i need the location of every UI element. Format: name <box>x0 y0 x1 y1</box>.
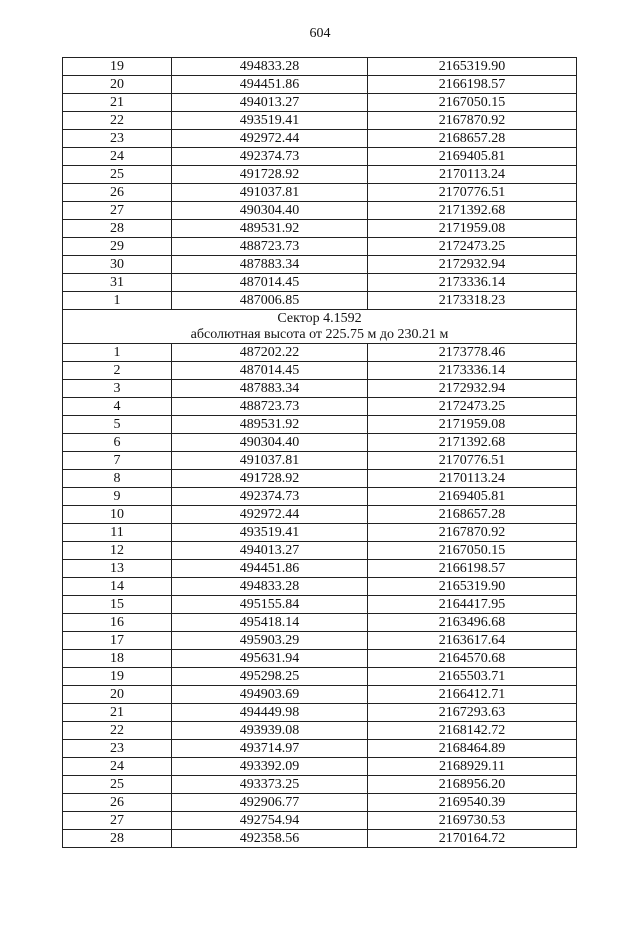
y-coordinate-cell: 2171392.68 <box>368 434 577 452</box>
point-number-cell: 7 <box>63 452 172 470</box>
point-number-cell: 3 <box>63 380 172 398</box>
table-row <box>63 704 577 722</box>
x-coordinate-cell: 493373.25 <box>172 776 368 794</box>
table-row <box>63 292 577 310</box>
table-row <box>63 398 577 416</box>
y-coordinate-cell: 2170113.24 <box>368 470 577 488</box>
point-number-cell: 22 <box>63 112 172 130</box>
point-number-cell: 20 <box>63 686 172 704</box>
x-coordinate-cell: 494013.27 <box>172 94 368 112</box>
table-row <box>63 76 577 94</box>
y-coordinate-cell: 2165319.90 <box>368 578 577 596</box>
coordinates-table <box>62 57 577 848</box>
y-coordinate-cell: 2163617.64 <box>368 632 577 650</box>
y-coordinate-cell: 2170164.72 <box>368 830 577 848</box>
point-number-cell: 11 <box>63 524 172 542</box>
table-row <box>63 380 577 398</box>
table-row <box>63 794 577 812</box>
point-number-cell: 20 <box>63 76 172 94</box>
y-coordinate-cell: 2166412.71 <box>368 686 577 704</box>
table-row <box>63 112 577 130</box>
y-coordinate-cell: 2168142.72 <box>368 722 577 740</box>
point-number-cell: 21 <box>63 704 172 722</box>
x-coordinate-cell: 493392.09 <box>172 758 368 776</box>
sector-header-cell <box>63 310 577 344</box>
point-number-cell: 14 <box>63 578 172 596</box>
table-row <box>63 344 577 362</box>
x-coordinate-cell: 491037.81 <box>172 452 368 470</box>
y-coordinate-cell: 2167050.15 <box>368 94 577 112</box>
y-coordinate-cell: 2172473.25 <box>368 238 577 256</box>
x-coordinate-cell: 494833.28 <box>172 578 368 596</box>
y-coordinate-cell: 2169540.39 <box>368 794 577 812</box>
table-row <box>63 542 577 560</box>
x-coordinate-cell: 491037.81 <box>172 184 368 202</box>
x-coordinate-cell: 487202.22 <box>172 344 368 362</box>
table-row <box>63 812 577 830</box>
y-coordinate-cell: 2173778.46 <box>368 344 577 362</box>
table-row <box>63 184 577 202</box>
table-row <box>63 758 577 776</box>
table-row <box>63 686 577 704</box>
y-coordinate-cell: 2171959.08 <box>368 416 577 434</box>
sector-height-range: абсолютная высота от 225.75 м до 230.21 м <box>190 326 449 342</box>
y-coordinate-cell: 2168464.89 <box>368 740 577 758</box>
y-coordinate-cell: 2165503.71 <box>368 668 577 686</box>
table-row <box>63 434 577 452</box>
y-coordinate-cell: 2167050.15 <box>368 542 577 560</box>
table-row <box>63 668 577 686</box>
point-number-cell: 2 <box>63 362 172 380</box>
x-coordinate-cell: 495155.84 <box>172 596 368 614</box>
x-coordinate-cell: 494013.27 <box>172 542 368 560</box>
y-coordinate-cell: 2166198.57 <box>368 560 577 578</box>
x-coordinate-cell: 492972.44 <box>172 130 368 148</box>
table-row <box>63 220 577 238</box>
x-coordinate-cell: 494449.98 <box>172 704 368 722</box>
x-coordinate-cell: 489531.92 <box>172 220 368 238</box>
table-row <box>63 560 577 578</box>
coordinates-table-body-top <box>63 58 577 310</box>
point-number-cell: 19 <box>63 58 172 76</box>
table-row <box>63 722 577 740</box>
table-row <box>63 524 577 542</box>
point-number-cell: 27 <box>63 202 172 220</box>
y-coordinate-cell: 2164417.95 <box>368 596 577 614</box>
y-coordinate-cell: 2173336.14 <box>368 362 577 380</box>
x-coordinate-cell: 487006.85 <box>172 292 368 310</box>
point-number-cell: 28 <box>63 830 172 848</box>
table-row <box>63 650 577 668</box>
table-row <box>63 596 577 614</box>
x-coordinate-cell: 495903.29 <box>172 632 368 650</box>
table-row <box>63 130 577 148</box>
sector-header-group <box>63 310 577 344</box>
y-coordinate-cell: 2173318.23 <box>368 292 577 310</box>
x-coordinate-cell: 488723.73 <box>172 238 368 256</box>
point-number-cell: 15 <box>63 596 172 614</box>
x-coordinate-cell: 494451.86 <box>172 560 368 578</box>
x-coordinate-cell: 488723.73 <box>172 398 368 416</box>
table-row <box>63 740 577 758</box>
point-number-cell: 22 <box>63 722 172 740</box>
y-coordinate-cell: 2166198.57 <box>368 76 577 94</box>
y-coordinate-cell: 2165319.90 <box>368 58 577 76</box>
table-row <box>63 830 577 848</box>
x-coordinate-cell: 495631.94 <box>172 650 368 668</box>
x-coordinate-cell: 492972.44 <box>172 506 368 524</box>
table-row <box>63 452 577 470</box>
y-coordinate-cell: 2169730.53 <box>368 812 577 830</box>
y-coordinate-cell: 2167870.92 <box>368 524 577 542</box>
table-row <box>63 94 577 112</box>
y-coordinate-cell: 2167870.92 <box>368 112 577 130</box>
y-coordinate-cell: 2171392.68 <box>368 202 577 220</box>
x-coordinate-cell: 495418.14 <box>172 614 368 632</box>
point-number-cell: 1 <box>63 344 172 362</box>
table-row <box>63 166 577 184</box>
point-number-cell: 26 <box>63 184 172 202</box>
x-coordinate-cell: 493519.41 <box>172 524 368 542</box>
x-coordinate-cell: 489531.92 <box>172 416 368 434</box>
point-number-cell: 31 <box>63 274 172 292</box>
x-coordinate-cell: 492374.73 <box>172 148 368 166</box>
point-number-cell: 21 <box>63 94 172 112</box>
x-coordinate-cell: 493939.08 <box>172 722 368 740</box>
x-coordinate-cell: 487883.34 <box>172 380 368 398</box>
table-row <box>63 506 577 524</box>
sector-title: Сектор 4.1592 <box>277 310 362 326</box>
x-coordinate-cell: 493519.41 <box>172 112 368 130</box>
point-number-cell: 24 <box>63 758 172 776</box>
table-row <box>63 776 577 794</box>
x-coordinate-cell: 492374.73 <box>172 488 368 506</box>
sector-header-row <box>63 310 577 344</box>
y-coordinate-cell: 2170776.51 <box>368 184 577 202</box>
table-row <box>63 578 577 596</box>
y-coordinate-cell: 2170113.24 <box>368 166 577 184</box>
point-number-cell: 1 <box>63 292 172 310</box>
x-coordinate-cell: 487014.45 <box>172 362 368 380</box>
x-coordinate-cell: 490304.40 <box>172 434 368 452</box>
y-coordinate-cell: 2164570.68 <box>368 650 577 668</box>
point-number-cell: 16 <box>63 614 172 632</box>
table-row <box>63 470 577 488</box>
y-coordinate-cell: 2172932.94 <box>368 256 577 274</box>
table-row <box>63 148 577 166</box>
y-coordinate-cell: 2172932.94 <box>368 380 577 398</box>
y-coordinate-cell: 2169405.81 <box>368 488 577 506</box>
x-coordinate-cell: 493714.97 <box>172 740 368 758</box>
point-number-cell: 30 <box>63 256 172 274</box>
y-coordinate-cell: 2163496.68 <box>368 614 577 632</box>
y-coordinate-cell: 2169405.81 <box>368 148 577 166</box>
point-number-cell: 12 <box>63 542 172 560</box>
table-row <box>63 488 577 506</box>
coordinates-table-body-bottom <box>63 344 577 848</box>
table-row <box>63 238 577 256</box>
y-coordinate-cell: 2167293.63 <box>368 704 577 722</box>
x-coordinate-cell: 491728.92 <box>172 166 368 184</box>
table-row <box>63 632 577 650</box>
point-number-cell: 23 <box>63 130 172 148</box>
point-number-cell: 13 <box>63 560 172 578</box>
y-coordinate-cell: 2170776.51 <box>368 452 577 470</box>
point-number-cell: 8 <box>63 470 172 488</box>
point-number-cell: 25 <box>63 776 172 794</box>
point-number-cell: 24 <box>63 148 172 166</box>
y-coordinate-cell: 2168956.20 <box>368 776 577 794</box>
point-number-cell: 27 <box>63 812 172 830</box>
y-coordinate-cell: 2171959.08 <box>368 220 577 238</box>
x-coordinate-cell: 487014.45 <box>172 274 368 292</box>
point-number-cell: 5 <box>63 416 172 434</box>
y-coordinate-cell: 2168657.28 <box>368 130 577 148</box>
x-coordinate-cell: 487883.34 <box>172 256 368 274</box>
point-number-cell: 29 <box>63 238 172 256</box>
x-coordinate-cell: 491728.92 <box>172 470 368 488</box>
table-row <box>63 256 577 274</box>
table-row <box>63 416 577 434</box>
x-coordinate-cell: 492358.56 <box>172 830 368 848</box>
x-coordinate-cell: 495298.25 <box>172 668 368 686</box>
y-coordinate-cell: 2168929.11 <box>368 758 577 776</box>
x-coordinate-cell: 492906.77 <box>172 794 368 812</box>
point-number-cell: 17 <box>63 632 172 650</box>
x-coordinate-cell: 494451.86 <box>172 76 368 94</box>
table-row <box>63 202 577 220</box>
point-number-cell: 25 <box>63 166 172 184</box>
point-number-cell: 18 <box>63 650 172 668</box>
x-coordinate-cell: 490304.40 <box>172 202 368 220</box>
point-number-cell: 19 <box>63 668 172 686</box>
point-number-cell: 28 <box>63 220 172 238</box>
x-coordinate-cell: 492754.94 <box>172 812 368 830</box>
point-number-cell: 10 <box>63 506 172 524</box>
table-row <box>63 58 577 76</box>
x-coordinate-cell: 494903.69 <box>172 686 368 704</box>
page-number: 604 <box>309 26 331 41</box>
y-coordinate-cell: 2168657.28 <box>368 506 577 524</box>
point-number-cell: 23 <box>63 740 172 758</box>
point-number-cell: 26 <box>63 794 172 812</box>
y-coordinate-cell: 2173336.14 <box>368 274 577 292</box>
table-row <box>63 274 577 292</box>
table-row <box>63 362 577 380</box>
x-coordinate-cell: 494833.28 <box>172 58 368 76</box>
y-coordinate-cell: 2172473.25 <box>368 398 577 416</box>
point-number-cell: 4 <box>63 398 172 416</box>
point-number-cell: 9 <box>63 488 172 506</box>
point-number-cell: 6 <box>63 434 172 452</box>
table-row <box>63 614 577 632</box>
